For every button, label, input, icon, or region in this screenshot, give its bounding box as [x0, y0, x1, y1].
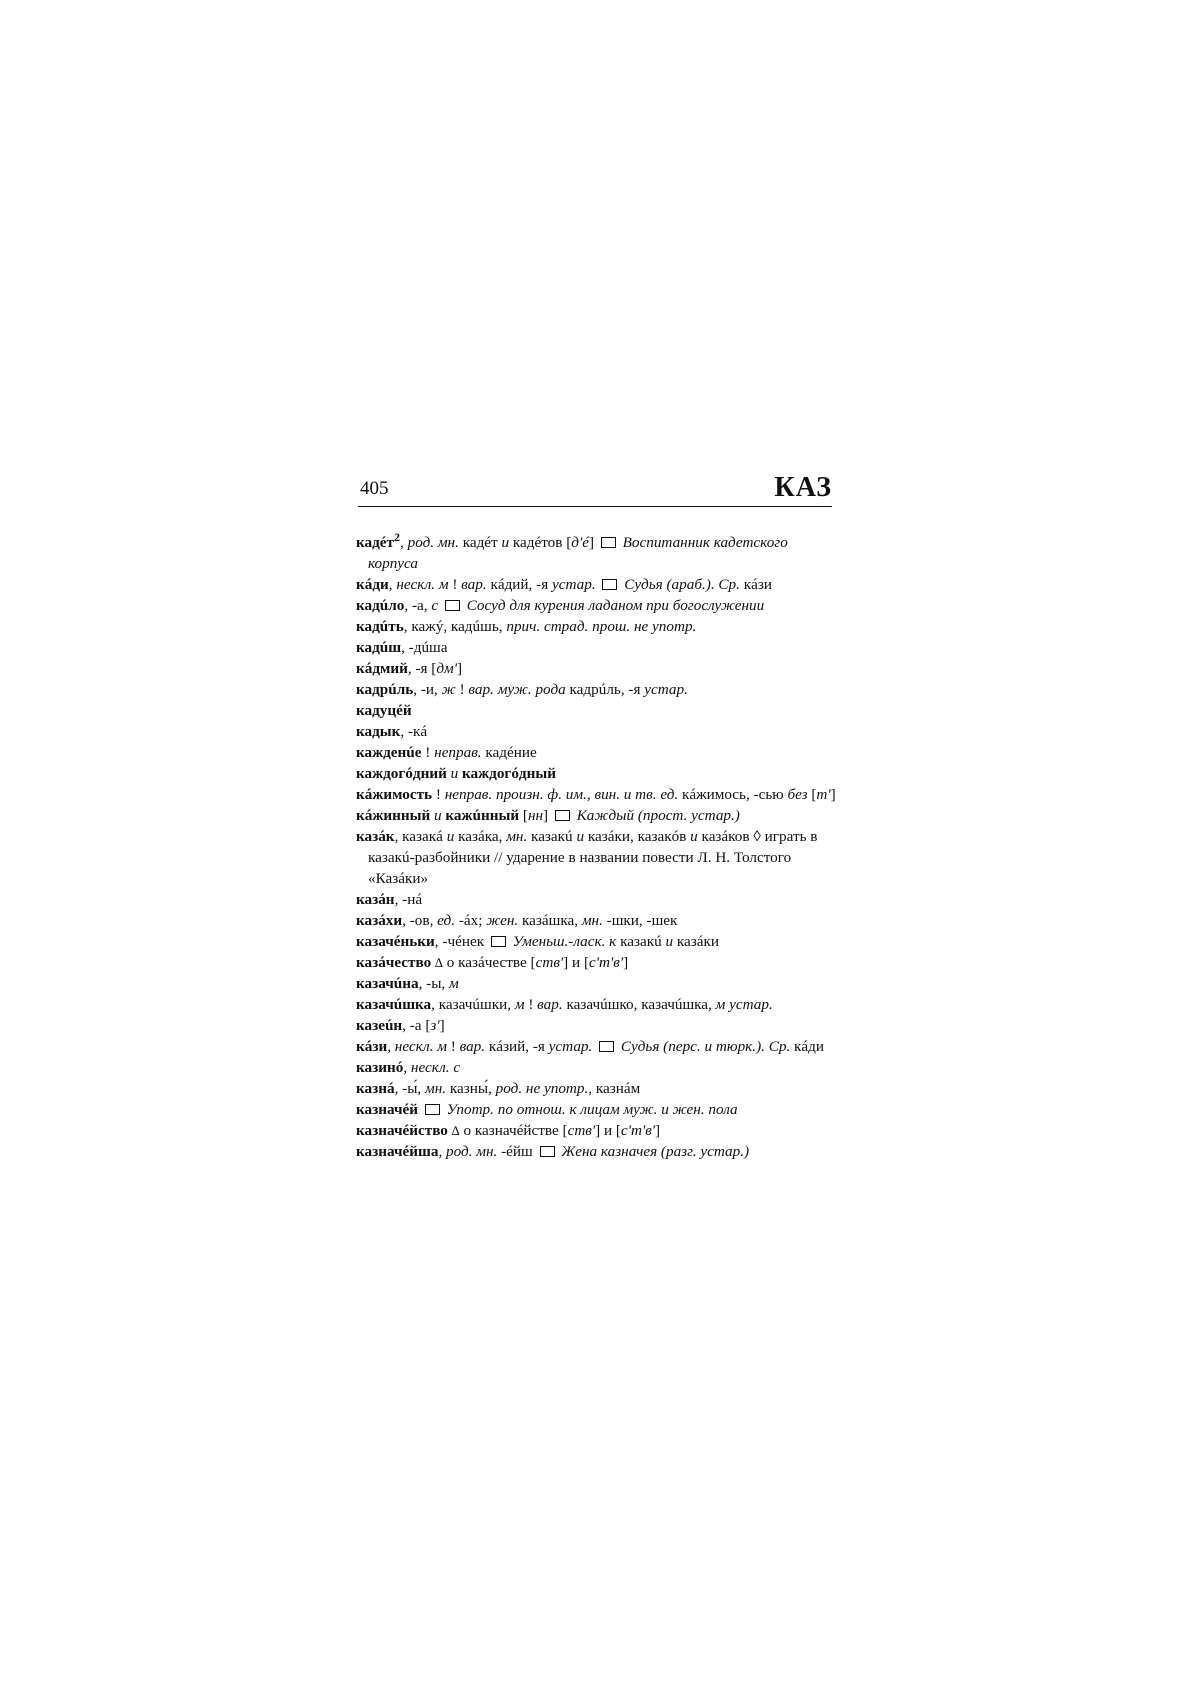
- entry-text: о казáчестве [: [442, 954, 536, 972]
- triangle-icon: ∆: [451, 1123, 460, 1139]
- dictionary-entry: [356, 595, 840, 616]
- entry-text: о казначéйстве [: [459, 1122, 568, 1140]
- dictionary-entry: [356, 1120, 840, 1141]
- entry-text: кадéт: [458, 534, 502, 552]
- entry-text: ]: [623, 954, 629, 972]
- grammar-note: з': [430, 1017, 440, 1035]
- entry-text: !: [432, 786, 445, 804]
- headword: кажденúе: [356, 744, 422, 762]
- entry-text: [418, 1101, 422, 1118]
- entry-text: ]: [543, 807, 552, 825]
- entry-text: ,: [388, 576, 397, 594]
- entry-text: , -ы,: [418, 975, 450, 993]
- entry-text: кáзий, -я: [485, 1038, 549, 1056]
- grammar-note: и: [576, 828, 585, 846]
- entry-text: [: [807, 786, 817, 804]
- entry-text: -шки, -шек: [602, 912, 678, 930]
- grammar-note: с'т'в': [620, 1122, 656, 1140]
- headword: кáжимость: [356, 786, 433, 804]
- entry-text: ,: [387, 1038, 395, 1056]
- entry-text: ] и [: [563, 954, 590, 972]
- dictionary-entry: [356, 616, 840, 637]
- headword: казначéйша: [356, 1143, 439, 1161]
- grammar-note: без: [787, 786, 808, 804]
- grammar-note: м устар.: [715, 996, 773, 1014]
- grammar-note: и: [665, 933, 674, 951]
- headword: кáзи: [356, 1038, 388, 1056]
- entry-text: казáка,: [454, 828, 507, 846]
- headword: кадúло: [356, 597, 405, 615]
- entry-text: , кажý, кадúшь,: [403, 618, 507, 636]
- entry-text: ] и [: [595, 1122, 621, 1140]
- entry-text: казакú: [616, 933, 666, 951]
- dictionary-entry: [356, 994, 840, 1015]
- entry-text: -éйш: [497, 1143, 537, 1161]
- entry-text: ,: [400, 534, 408, 552]
- grammar-note: Сосуд для курения ладаном при богослужении: [462, 597, 765, 615]
- entry-text: !: [446, 1038, 460, 1056]
- dictionary-entry: [356, 763, 840, 784]
- entry-text: [: [519, 807, 528, 825]
- headword: казачúна: [356, 975, 419, 993]
- page-number: 405: [360, 478, 389, 499]
- entry-text: казны́,: [446, 1080, 496, 1098]
- definition-box-icon: [602, 579, 617, 590]
- headword: казáхи: [356, 912, 403, 930]
- running-head: КАЗ: [774, 472, 832, 503]
- grammar-note: род. не употр.,: [495, 1080, 593, 1098]
- headword: казначéй: [356, 1101, 419, 1119]
- entry-text: казáшка,: [518, 912, 582, 930]
- grammar-note: Употр. по отнош. к лицам муж. и жен. пола: [442, 1101, 738, 1119]
- headword: казачúшка: [356, 996, 432, 1014]
- entry-text: , -дúша: [401, 639, 448, 657]
- headword: кáжинный: [356, 807, 431, 825]
- grammar-note: м: [449, 975, 459, 993]
- headword: казáчество: [356, 954, 432, 972]
- entry-text: ]: [457, 660, 463, 678]
- dictionary-entry: [356, 1078, 840, 1099]
- entry-text: !: [455, 681, 469, 699]
- entry-text: кадéтов [: [509, 534, 572, 552]
- entry-text: кáзи: [739, 576, 772, 594]
- grammar-note: вар.: [459, 1038, 486, 1056]
- entry-text: , -я [: [407, 660, 437, 678]
- dictionary-entry: [356, 952, 840, 973]
- definition-box-icon: [599, 1041, 614, 1052]
- definition-box-icon: [491, 936, 506, 947]
- entry-text: [596, 576, 600, 593]
- headword: кадрúль: [356, 681, 414, 699]
- entry-text: , -ов,: [402, 912, 438, 930]
- dictionary-entry: [356, 679, 840, 700]
- entry-text: !: [421, 744, 435, 762]
- grammar-note: и: [430, 807, 446, 825]
- dictionary-entry: [356, 658, 840, 679]
- entry-text: -áх;: [455, 912, 487, 930]
- dictionary-entry: [356, 1036, 840, 1057]
- page-header: [358, 472, 832, 506]
- entry-text: ,: [403, 1059, 411, 1077]
- headword: казначéйство: [356, 1122, 448, 1140]
- grammar-note: м: [514, 996, 525, 1014]
- entry-text: казáков ◊ играть в казакú-разбойники // ударение в названии повести Л. Н. Толстого «Казáки»: [368, 828, 818, 888]
- dictionary-entry: [356, 805, 840, 826]
- entry-text: , -а [: [402, 1017, 431, 1035]
- headword: каждогóдний: [356, 765, 447, 783]
- grammar-note: и: [501, 534, 510, 552]
- entry-text: кáжимось, -сью: [678, 786, 788, 804]
- entry-text: ,: [438, 1143, 447, 1161]
- entry-text: , -и,: [413, 681, 442, 699]
- dictionary-entry: [356, 784, 840, 805]
- grammar-note: и: [690, 828, 698, 846]
- headword: кадéт: [356, 534, 394, 552]
- grammar-note: устар.: [552, 576, 596, 594]
- dictionary-entry: [356, 742, 840, 763]
- headword: кáди: [356, 576, 389, 594]
- grammar-note: мн.: [425, 1080, 447, 1098]
- grammar-note: вар.: [461, 576, 487, 594]
- dictionary-entry: [356, 1141, 840, 1162]
- entry-text: кадéние: [481, 744, 537, 762]
- grammar-note: мн.: [581, 912, 603, 930]
- entry-text: казáки, казакóв: [584, 828, 691, 846]
- headword: казинó: [356, 1059, 404, 1077]
- entry-text: кáдий, -я: [486, 576, 552, 594]
- entry-text: ]: [439, 1017, 445, 1035]
- definition-box-icon: [425, 1104, 440, 1115]
- entry-text: казачúшко, казачúшка,: [562, 996, 716, 1014]
- definition-box-icon: [540, 1146, 555, 1157]
- grammar-note: прич. страд. прош. не употр.: [506, 618, 697, 636]
- entry-text: !: [524, 996, 538, 1014]
- dictionary-entry: [356, 1015, 840, 1036]
- grammar-note: неправ.: [434, 744, 482, 762]
- triangle-icon: ∆: [435, 955, 443, 971]
- header-rule: [358, 506, 832, 507]
- grammar-note: д'é: [571, 534, 589, 552]
- entry-text: кáди: [790, 1038, 825, 1056]
- entry-text: ]: [588, 534, 598, 552]
- dictionary-entry: [356, 1057, 840, 1078]
- entry-text: [438, 597, 442, 614]
- headword: каждогóдный: [462, 765, 556, 783]
- homonym-number: 2: [394, 530, 400, 544]
- entry-text: , казакá: [394, 828, 447, 846]
- entry-text: , -ы́,: [394, 1080, 426, 1098]
- grammar-note: устар.: [644, 681, 688, 699]
- headword: кáдмий: [356, 660, 408, 678]
- dictionary-entry: [356, 637, 840, 658]
- definition-box-icon: [555, 810, 570, 821]
- entry-text: , казачúшки,: [431, 996, 515, 1014]
- grammar-note: устар.: [548, 1038, 593, 1056]
- entry-text: !: [448, 576, 462, 594]
- grammar-note: ств': [535, 954, 564, 972]
- entry-text: ]: [830, 786, 836, 804]
- headword: казнá: [356, 1080, 395, 1098]
- dictionary-entry: [356, 826, 840, 889]
- headword: кадуцéй: [356, 702, 412, 720]
- grammar-note: вар.: [537, 996, 563, 1014]
- grammar-note: ж: [441, 681, 456, 699]
- grammar-note: с'т'в': [589, 954, 624, 972]
- grammar-note: неправ. произн. ф. им., вин. и тв. ед.: [444, 786, 679, 804]
- entry-text: казáки: [673, 933, 720, 951]
- grammar-note: Судья (араб.). Ср.: [620, 576, 740, 594]
- entry-text: , -чéнек: [434, 933, 488, 951]
- grammar-note: Жена казначея (разг. устар.): [557, 1143, 750, 1161]
- entry-list: [356, 527, 840, 1162]
- dictionary-entry: [356, 574, 840, 595]
- grammar-note: Судья (перс. и тюрк.). Ср.: [617, 1038, 791, 1056]
- grammar-note: т': [816, 786, 831, 804]
- grammar-note: с: [431, 597, 439, 615]
- entry-text: кадрúль, -я: [565, 681, 645, 699]
- headword: кадúть: [356, 618, 404, 636]
- grammar-note: нн: [527, 807, 544, 825]
- entry-text: , -нá: [394, 891, 423, 909]
- grammar-note: Уменьш.-ласк. к: [508, 933, 617, 951]
- headword: казачéньки: [356, 933, 435, 951]
- dictionary-entry: [356, 931, 840, 952]
- entry-text: , -кá: [400, 723, 428, 741]
- definition-box-icon: [601, 537, 616, 548]
- grammar-note: ед.: [437, 912, 456, 930]
- entry-text: казнáм: [592, 1080, 641, 1098]
- grammar-note: Каждый (прост. устар.): [572, 807, 740, 825]
- entry-text: ]: [655, 1122, 661, 1140]
- headword: казеúн: [356, 1017, 403, 1035]
- grammar-note: жен.: [486, 912, 519, 930]
- entry-text: казакú: [527, 828, 577, 846]
- entry-text: , -а,: [404, 597, 432, 615]
- headword: кажúнный: [445, 807, 520, 825]
- dictionary-entry: [356, 973, 840, 994]
- grammar-note: Воспитанник кадетского корпуса: [368, 534, 788, 573]
- grammar-note: дм': [436, 660, 457, 678]
- dictionary-entry: [356, 1099, 840, 1120]
- grammar-note: нескл. м: [394, 1038, 447, 1056]
- headword: кадúш: [356, 639, 402, 657]
- dictionary-entry: [356, 700, 840, 721]
- grammar-note: ств': [567, 1122, 596, 1140]
- headword: казáн: [356, 891, 395, 909]
- grammar-note: вар. муж. рода: [468, 681, 566, 699]
- dictionary-entry: [356, 910, 840, 931]
- dictionary-entry: [356, 527, 840, 574]
- definition-box-icon: [445, 600, 460, 611]
- grammar-note: и: [446, 765, 463, 783]
- grammar-note: нескл. м: [396, 576, 449, 594]
- headword: казáк: [356, 828, 395, 846]
- grammar-note: род. мн.: [407, 534, 459, 552]
- headword: кадык: [356, 723, 401, 741]
- dictionary-entry: [356, 721, 840, 742]
- grammar-note: нескл. с: [410, 1059, 461, 1077]
- entry-text: [592, 1038, 596, 1055]
- grammar-note: мн.: [506, 828, 528, 846]
- grammar-note: род. мн.: [446, 1143, 498, 1161]
- grammar-note: и: [446, 828, 455, 846]
- dictionary-entry: [356, 889, 840, 910]
